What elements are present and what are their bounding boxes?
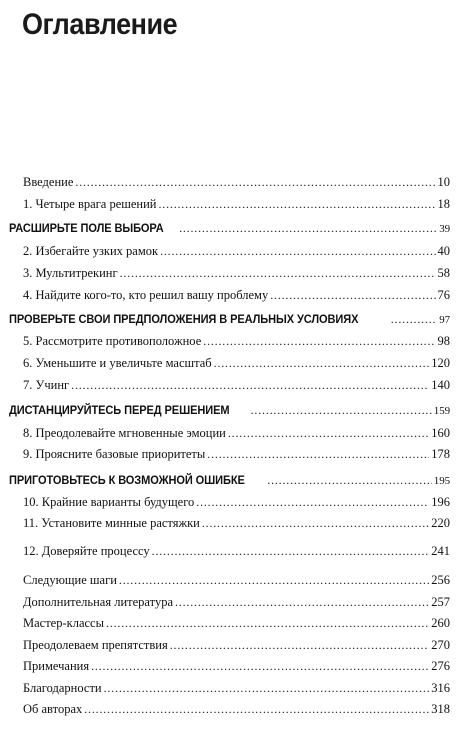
toc-page-number: 39 <box>439 223 450 235</box>
toc-entry[interactable] <box>23 516 450 531</box>
toc-page-number: 196 <box>431 495 450 509</box>
dot-leader <box>71 378 429 393</box>
toc-entry-label: Введение <box>23 175 74 189</box>
dot-leader <box>202 516 429 531</box>
toc-page-number: 195 <box>433 475 450 487</box>
toc-entry[interactable] <box>23 659 450 674</box>
toc-entry-label: 12. Доверяйте процессу <box>23 544 150 558</box>
toc-entry[interactable] <box>23 356 450 371</box>
toc-entry[interactable] <box>23 638 450 653</box>
toc-entry[interactable] <box>23 544 450 559</box>
toc-entry-label: Дополнительная литература <box>23 595 173 609</box>
toc-page-number: 318 <box>431 702 450 716</box>
toc-entry[interactable] <box>23 681 450 696</box>
toc-page-number: 241 <box>431 544 450 558</box>
toc-entry[interactable] <box>23 244 450 259</box>
dot-leader <box>159 197 436 212</box>
dot-leader <box>120 266 436 281</box>
toc-entry[interactable] <box>23 266 450 281</box>
toc-entry-label: Преодолеваем препятствия <box>23 638 168 652</box>
toc-entry-label: 7. Учинг <box>23 378 70 392</box>
toc-page-number: 220 <box>431 516 450 530</box>
dot-leader <box>91 659 429 674</box>
dot-leader <box>119 573 429 588</box>
toc-page-number: 270 <box>431 638 450 652</box>
dot-leader <box>267 473 432 488</box>
toc-entry-label: Следующие шаги <box>23 573 117 587</box>
toc-entry[interactable] <box>23 495 450 510</box>
dot-leader <box>207 447 429 462</box>
toc-page-number: 10 <box>437 175 450 189</box>
toc-entry-label: Мастер-классы <box>23 616 104 630</box>
toc-section-label: ПРИГОТОВЬТЕСЬ К ВОЗМОЖНОЙ ОШИБКЕ <box>9 473 245 487</box>
toc-page-number: 276 <box>431 659 450 673</box>
dot-leader <box>75 175 435 190</box>
toc-entry[interactable] <box>23 616 450 631</box>
toc-page-number: 316 <box>431 681 450 695</box>
toc-section-heading[interactable] <box>9 473 450 488</box>
toc-entry[interactable] <box>23 197 450 212</box>
toc-entry[interactable] <box>23 595 450 610</box>
toc-entry-label: 5. Рассмотрите противоположное <box>23 334 202 348</box>
toc-entry[interactable] <box>23 334 450 349</box>
dot-leader <box>175 595 429 610</box>
toc-page-number: 160 <box>431 426 450 440</box>
toc-page-number: 159 <box>433 405 450 417</box>
dot-leader <box>391 312 437 327</box>
dot-leader <box>196 495 429 510</box>
toc-entry[interactable] <box>23 447 450 462</box>
dot-leader <box>104 681 430 696</box>
dot-leader <box>214 356 430 371</box>
toc-page-number: 40 <box>437 244 450 258</box>
toc-page-number: 140 <box>431 378 450 392</box>
page-title: Оглавление <box>22 8 178 41</box>
toc-entry-label: 8. Преодолевайте мгновенные эмоции <box>23 426 226 440</box>
toc-entry-label: 10. Крайние варианты будущего <box>23 495 195 509</box>
toc-entry[interactable] <box>23 378 450 393</box>
toc-page-number: 257 <box>431 595 450 609</box>
toc-entry-label: 11. Установите минные растяжки <box>23 516 200 530</box>
toc-section-label: ДИСТАНЦИРУЙТЕСЬ ПЕРЕД РЕШЕНИЕМ <box>9 403 230 417</box>
toc-page-number: 178 <box>431 447 450 461</box>
dot-leader <box>179 221 437 236</box>
dot-leader <box>152 544 430 559</box>
dot-leader <box>228 426 429 441</box>
toc-entry[interactable] <box>23 288 450 303</box>
toc-page-number: 97 <box>439 314 450 326</box>
toc-entry[interactable] <box>23 702 450 717</box>
toc-section-label: РАСШИРЬТЕ ПОЛЕ ВЫБОРА <box>9 221 164 235</box>
toc-page-number: 98 <box>437 334 450 348</box>
dot-leader <box>106 616 429 631</box>
toc-entry-label: 2. Избегайте узких рамок <box>23 244 159 258</box>
toc-entry[interactable] <box>23 426 450 441</box>
toc-entry-label: 3. Мультитрекинг <box>23 266 118 280</box>
toc-page-number: 18 <box>437 197 450 211</box>
toc-page-number: 260 <box>431 616 450 630</box>
dot-leader <box>203 334 435 349</box>
toc-entry-label: 4. Найдите кого-то, кто решил вашу проблему <box>23 288 269 302</box>
toc-entry[interactable] <box>23 573 450 588</box>
toc-section-label: ПРОВЕРЬТЕ СВОИ ПРЕДПОЛОЖЕНИЯ В РЕАЛЬНЫХ УСЛОВИЯХ <box>9 312 359 326</box>
toc-page-number: 256 <box>431 573 450 587</box>
dot-leader <box>170 638 430 653</box>
toc-entry[interactable] <box>23 175 450 190</box>
toc-page-number: 58 <box>437 266 450 280</box>
toc-section-heading[interactable] <box>9 312 450 327</box>
toc-entry-label: 6. Уменьшите и увеличьте масштаб <box>23 356 212 370</box>
toc-entry-label: 9. Проясните базовые приоритеты <box>23 447 206 461</box>
toc-entry-label: Благодарности <box>23 681 102 695</box>
dot-leader <box>160 244 435 259</box>
toc-entry-label: Примечания <box>23 659 90 673</box>
toc-page-number: 120 <box>431 356 450 370</box>
toc-page-number: 76 <box>437 288 450 302</box>
dot-leader <box>270 288 435 303</box>
dot-leader <box>84 702 429 717</box>
toc-entry-label: 1. Четыре врага решений <box>23 197 157 211</box>
toc-section-heading[interactable] <box>9 221 450 236</box>
dot-leader <box>251 403 432 418</box>
toc-section-heading[interactable] <box>9 403 450 418</box>
toc-entry-label: Об авторах <box>23 702 83 716</box>
